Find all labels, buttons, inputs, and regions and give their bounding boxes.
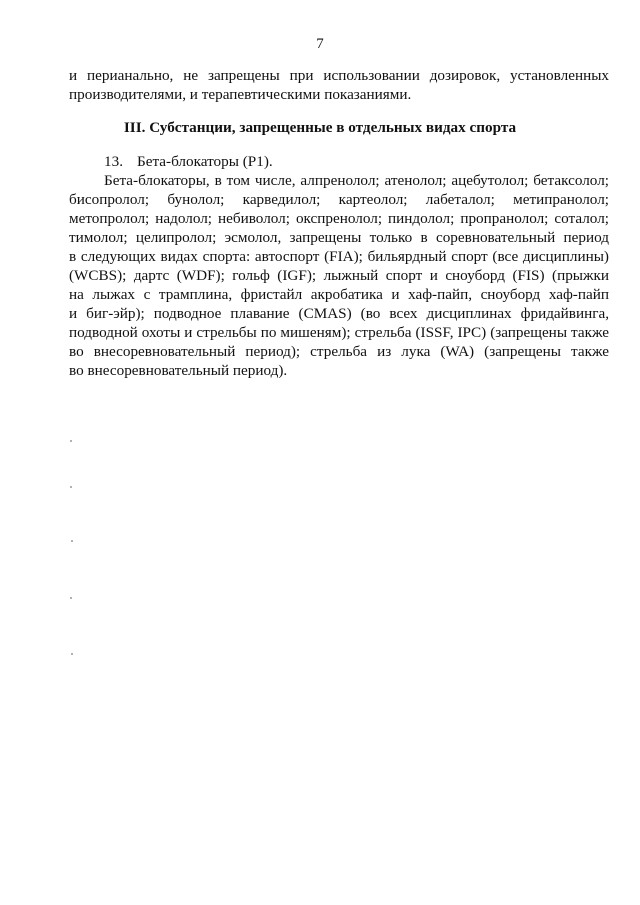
body-line-3: метопролол; надолол; небиволол; окспренолол; пиндолол; пропранолол; соталол; [69,210,609,227]
body-line-6: (WCBS); дартс (WDF); гольф (IGF); лыжный спорт и сноуборд (FIS) (прыжки [69,267,609,284]
item-number: 13. [104,153,123,170]
intro-line-1: и перианально, не запрещены при использовании дозировок, установленных [69,67,609,84]
page-number: 7 [316,36,324,52]
item-title: Бета-блокаторы (P1). [137,153,273,170]
body-line-10: во внесоревновательный период); стрельба из лука (WA) (запрещены также [69,343,609,360]
scan-speck [70,486,72,488]
body-line-5: в следующих видах спорта: автоспорт (FIA); бильярдный спорт (все дисциплины) [69,248,609,265]
scan-speck [71,653,73,655]
body-line-11: во внесоревновательный период). [69,362,288,379]
body-line-1: Бета-блокаторы, в том числе, алпренолол; атенолол; ацебутолол; бетаксолол; [104,172,609,189]
body-line-2: бисопролол; бунолол; карведилол; картеолол; лабеталол; метипранолол; [69,191,609,208]
body-line-9: подводной охоты и стрельбы по мишеням); стрельба (ISSF, IPC) (запрещены также [69,324,609,341]
scan-speck [70,597,72,599]
body-line-4: тимолол; целипролол; эсмолол, запрещены только в соревновательный период [69,229,609,246]
intro-line-2: производителями, и терапевтическими показаниями. [69,86,412,103]
scan-speck [71,540,73,542]
body-line-8: и биг-эйр); подводное плавание (CMAS) (во всех дисциплинах фридайвинга, [69,305,609,322]
section-heading: III. Субстанции, запрещенные в отдельных видах спорта [123,119,517,136]
item-heading [104,152,524,171]
scan-speck [70,440,72,442]
body-line-7: на лыжах с трамплина, фристайл акробатика и хаф-пайп, сноуборд хаф-пайп [69,286,609,303]
